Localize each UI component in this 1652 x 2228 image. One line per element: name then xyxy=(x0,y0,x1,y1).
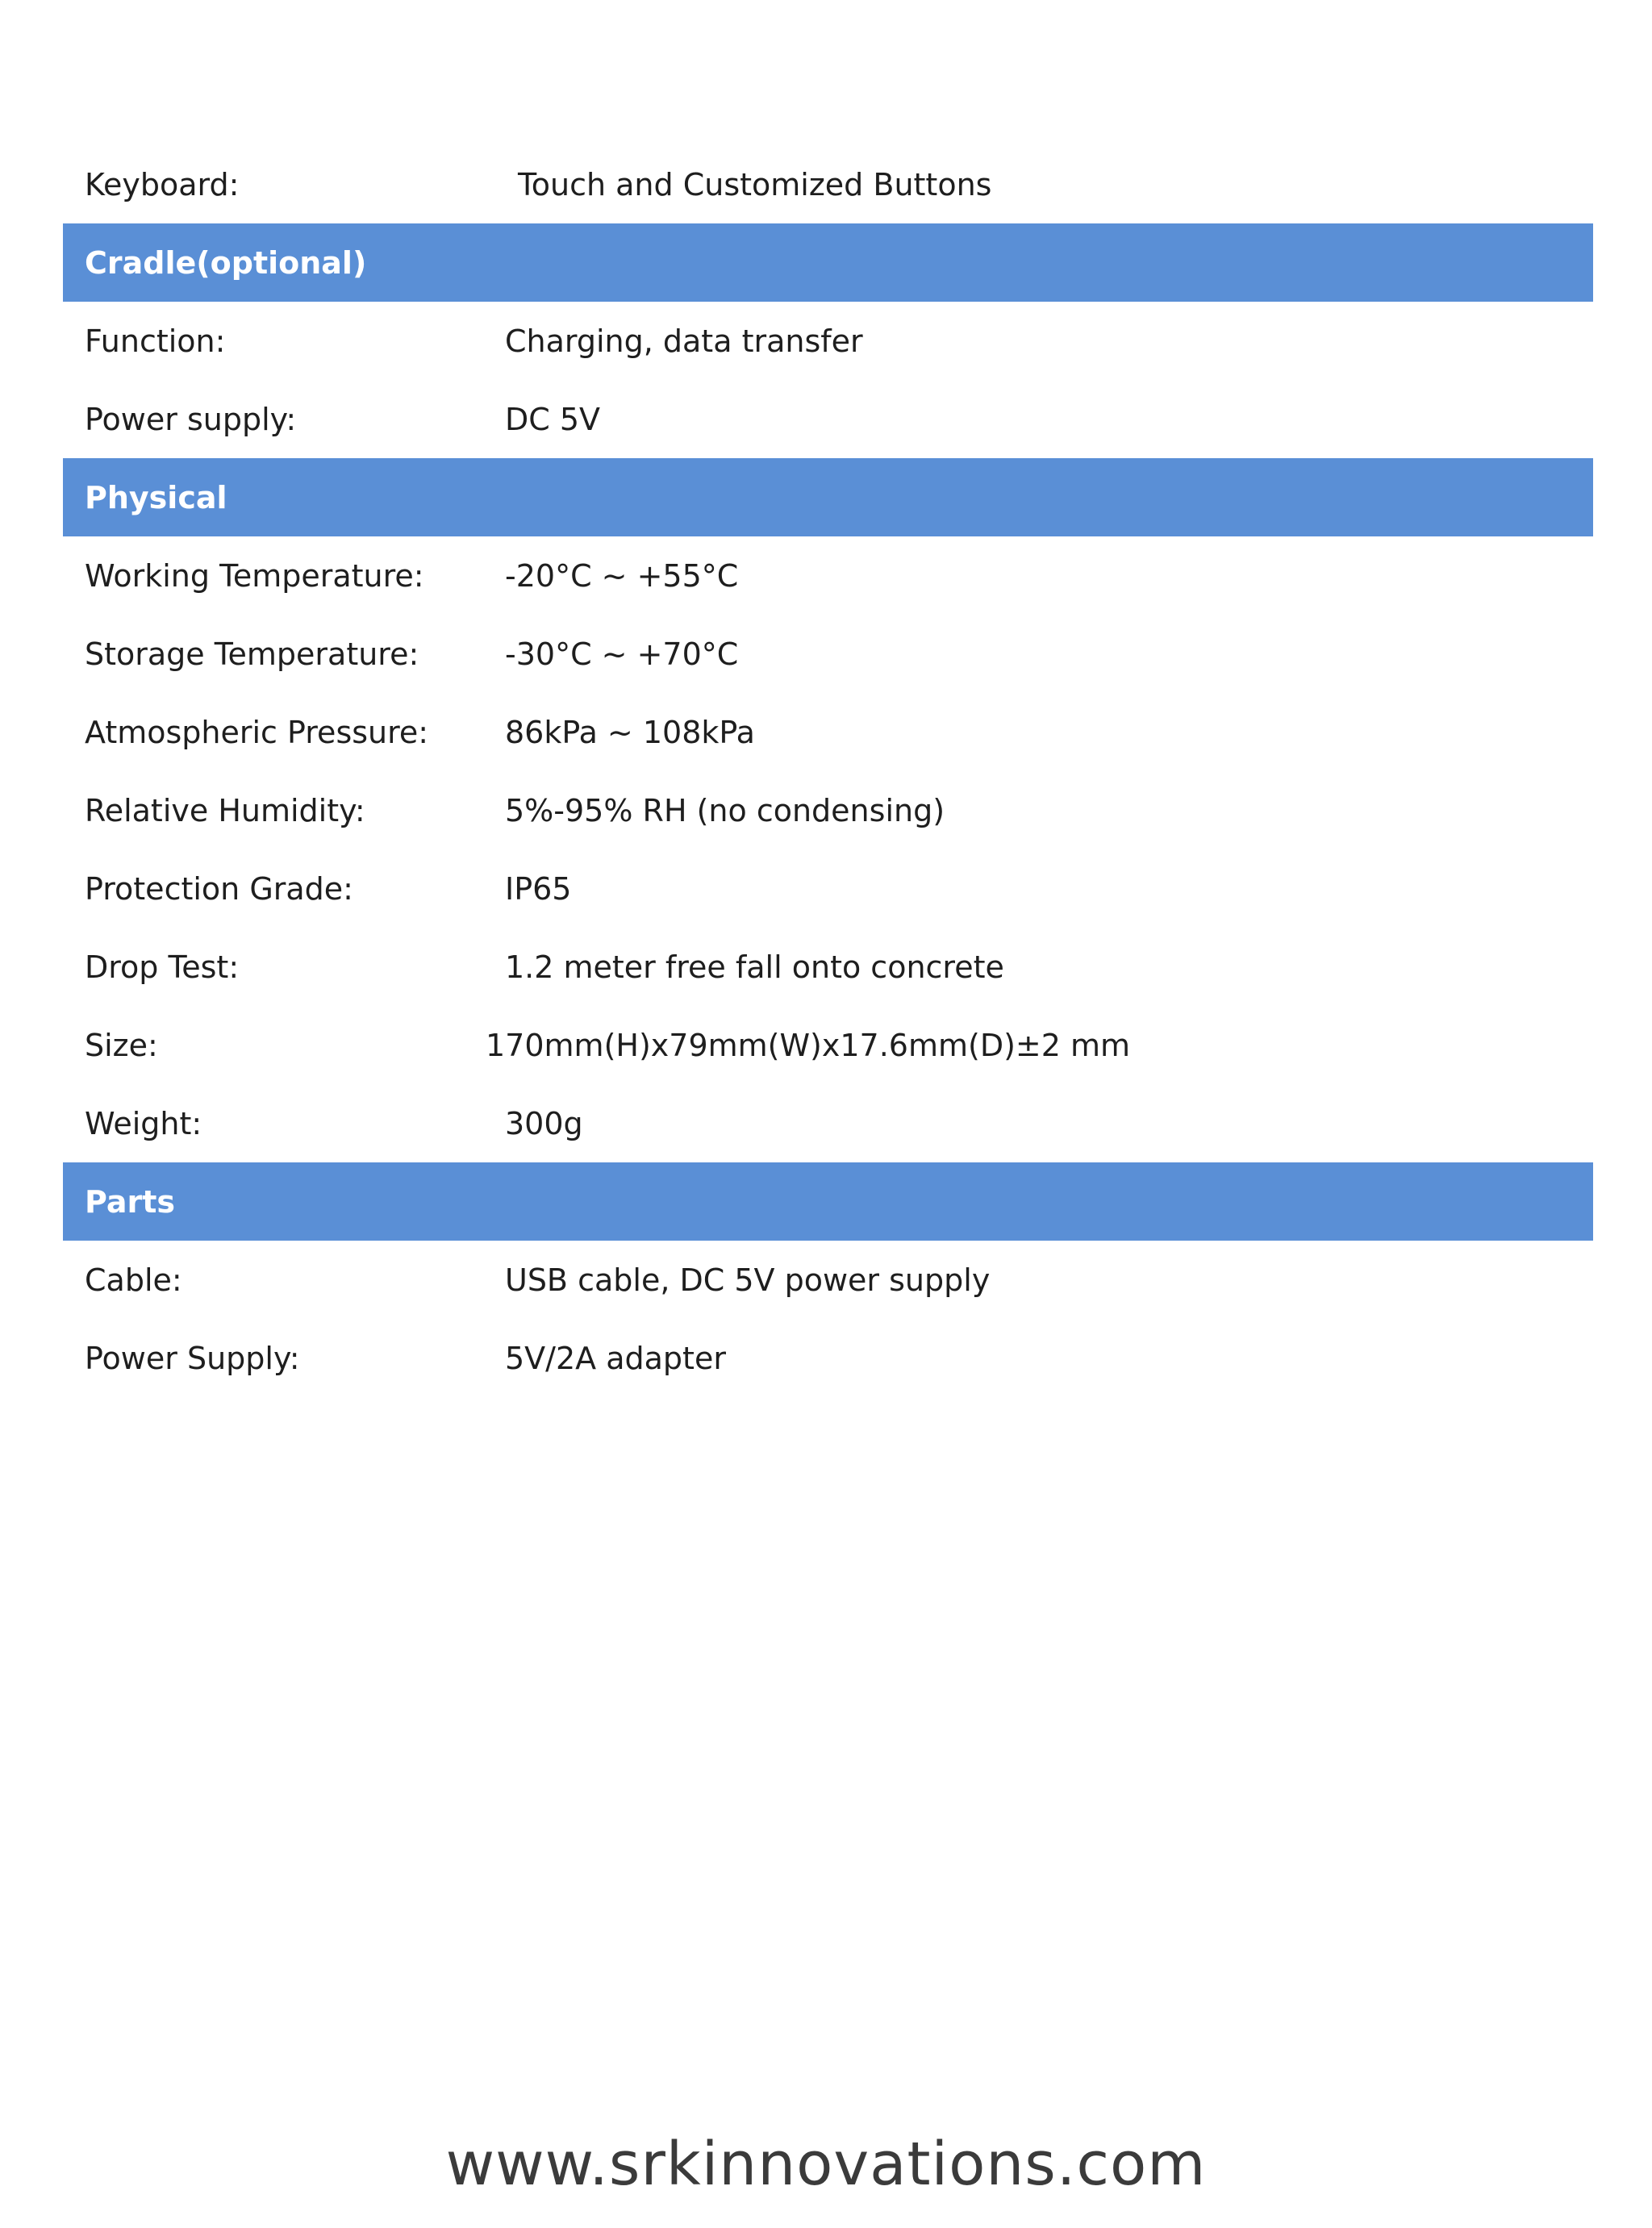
spec-value: 170mm(H)x79mm(W)x17.6mm(D)±2 mm xyxy=(486,1027,1131,1063)
spec-row-atmospheric-pressure xyxy=(63,693,1593,771)
spec-row-storage-temperature xyxy=(63,615,1593,693)
spec-label: Drop Test: xyxy=(85,949,240,985)
spec-label: Weight: xyxy=(85,1105,202,1141)
section-title: Physical xyxy=(85,479,227,515)
spec-value: -20°C ~ +55°C xyxy=(505,557,739,594)
spec-label: Relative Humidity: xyxy=(85,792,365,828)
spec-label: Power Supply: xyxy=(85,1340,300,1376)
spec-value: USB cable, DC 5V power supply xyxy=(505,1262,991,1298)
spec-row-relative-humidity xyxy=(63,771,1593,849)
spec-value: 86kPa ~ 108kPa xyxy=(505,714,755,750)
section-header-parts xyxy=(63,1162,1593,1241)
section-title: Parts xyxy=(85,1183,175,1220)
spec-label: Storage Temperature: xyxy=(85,636,419,672)
spec-value: Touch and Customized Buttons xyxy=(518,166,992,202)
spec-value: Charging, data transfer xyxy=(505,323,863,359)
spec-row-power-supply xyxy=(63,380,1593,458)
spec-row-function xyxy=(63,302,1593,380)
spec-label: Protection Grade: xyxy=(85,870,353,907)
spec-row-size xyxy=(63,1006,1593,1084)
spec-row-working-temperature xyxy=(63,536,1593,615)
spec-row-power-supply-parts xyxy=(63,1319,1593,1397)
spec-label: Atmospheric Pressure: xyxy=(85,714,429,750)
spec-value: 300g xyxy=(505,1105,583,1141)
spec-row-drop-test xyxy=(63,928,1593,1006)
footer-website-url[interactable]: www.srkinnovations.com xyxy=(445,2130,1207,2199)
spec-label: Size: xyxy=(85,1027,158,1063)
spec-value: -30°C ~ +70°C xyxy=(505,636,739,672)
spec-value: 1.2 meter free fall onto concrete xyxy=(505,949,1004,985)
section-header-cradle xyxy=(63,223,1593,302)
spec-row-cable xyxy=(63,1241,1593,1319)
spec-value: 5%-95% RH (no condensing) xyxy=(505,792,945,828)
section-header-physical xyxy=(63,458,1593,536)
spec-row-keyboard xyxy=(63,145,1593,223)
section-title: Cradle(optional) xyxy=(85,244,367,281)
spec-label: Cable: xyxy=(85,1262,182,1298)
spec-label: Function: xyxy=(85,323,226,359)
spec-label: Keyboard: xyxy=(85,166,240,202)
spec-row-weight xyxy=(63,1084,1593,1162)
spec-table xyxy=(63,145,1593,1397)
spec-value: DC 5V xyxy=(505,401,601,437)
spec-value: 5V/2A adapter xyxy=(505,1340,726,1376)
spec-label: Power supply: xyxy=(85,401,297,437)
spec-row-protection-grade xyxy=(63,849,1593,928)
spec-label: Working Temperature: xyxy=(85,557,424,594)
spec-value: IP65 xyxy=(505,870,572,907)
